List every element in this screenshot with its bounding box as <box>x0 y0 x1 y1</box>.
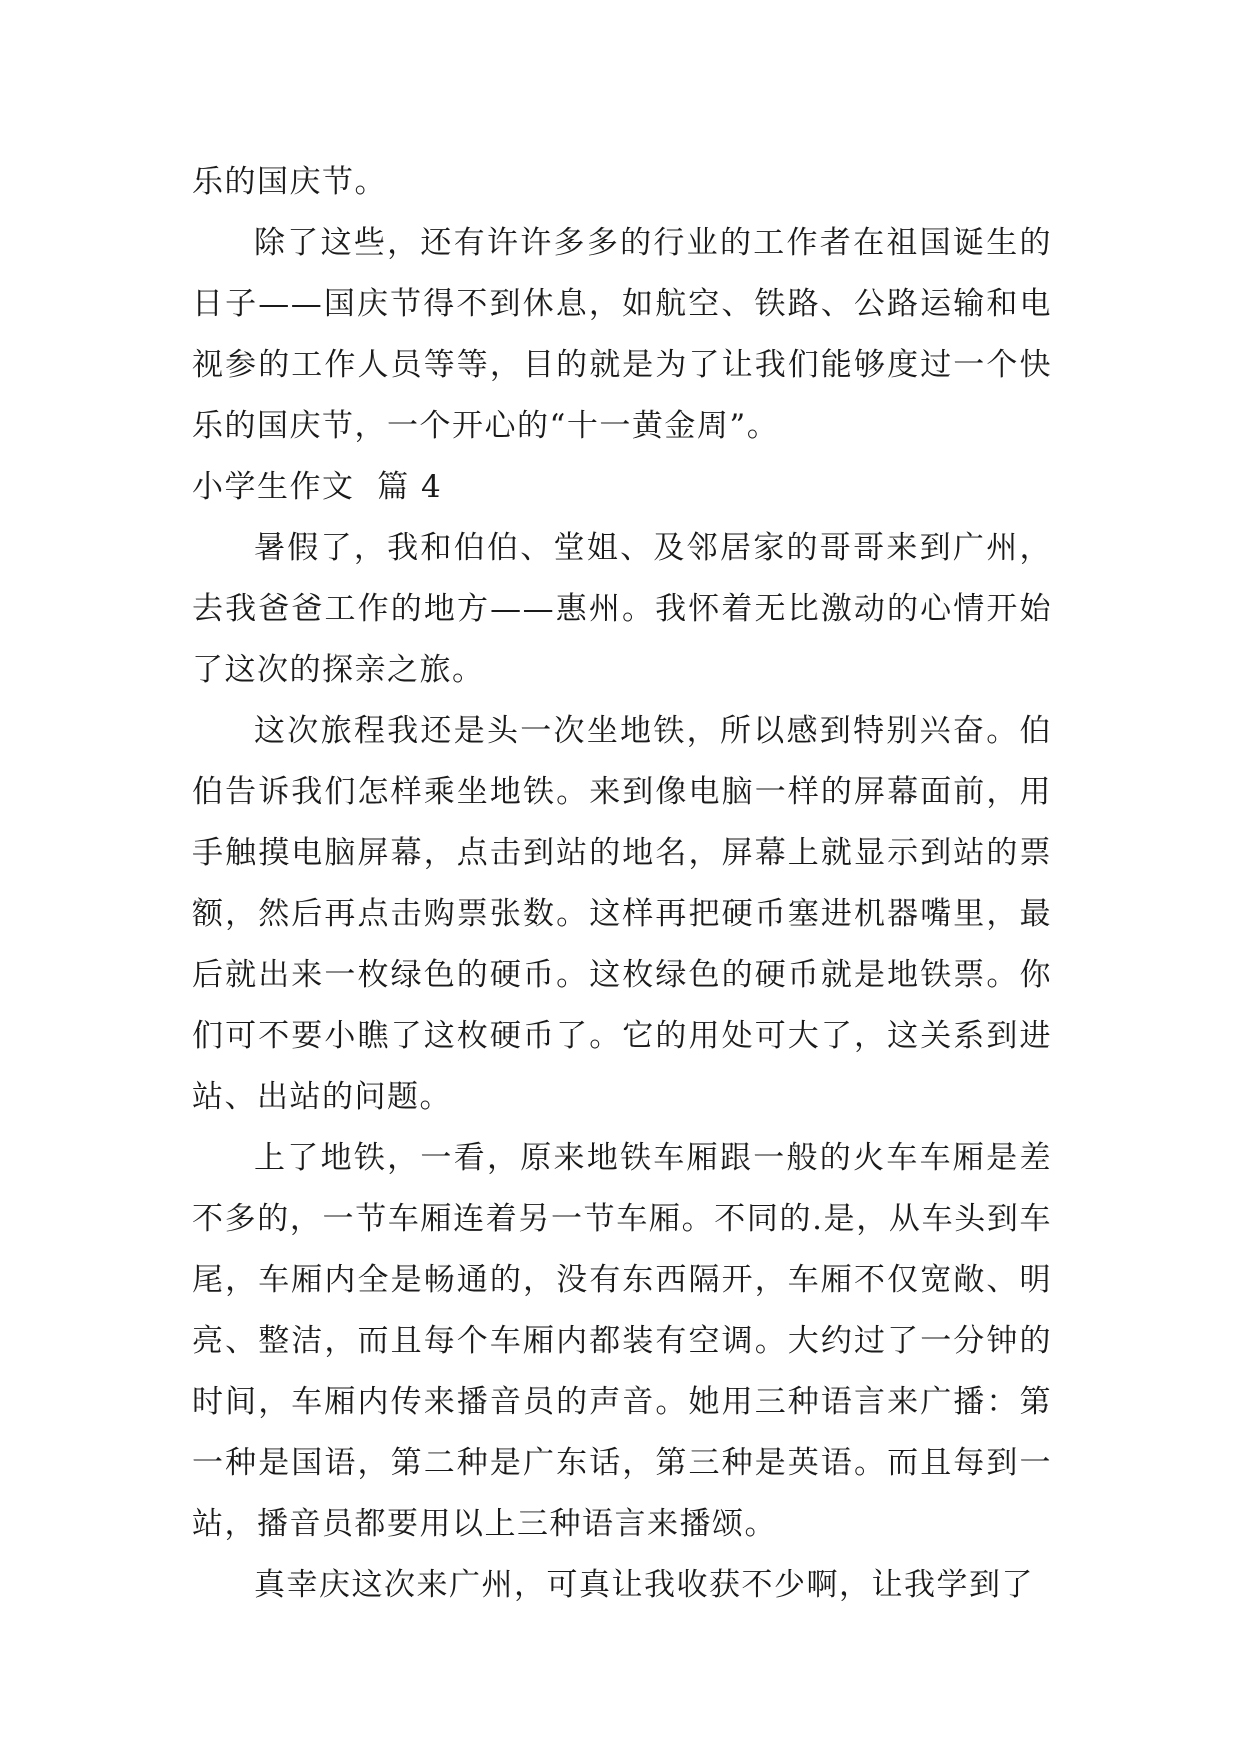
paragraph-continued: 乐的国庆节。 <box>192 164 387 200</box>
paragraph: 除了这些，还有许许多多的行业的工作者在祖国诞生的日子——国庆节得不到休息，如航空、铁路、公路运输和电视参的工作人员等等，目的就是为了让我们能够度过一个快乐的国庆节，一个开心的“十一黄金周”。 <box>192 225 1052 444</box>
document-body <box>192 152 1052 1616</box>
section-heading: 小学生作文 篇 4 <box>192 469 443 505</box>
paragraph: 这次旅程我还是头一次坐地铁，所以感到特别兴奋。伯伯告诉我们怎样乘坐地铁。来到像电脑一样的屏幕面前，用手触摸电脑屏幕，点击到站的地名，屏幕上就显示到站的票额，然后再点击购票张数。这样再把硬币塞进机器嘴里，最后就出来一枚绿色的硬币。这枚绿色的硬币就是地铁票。你们可不要小瞧了这枚硬币了。它的用处可大了，这关系到进站、出站的问题。 <box>192 713 1052 1115</box>
paragraph: 上了地铁，一看，原来地铁车厢跟一般的火车车厢是差不多的，一节车厢连着另一节车厢。不同的.是，从车头到车尾，车厢内全是畅通的，没有东西隔开，车厢不仅宽敞、明亮、整洁，而且每个车厢内都装有空调。大约过了一分钟的时间，车厢内传来播音员的声音。她用三种语言来广播：第一种是国语，第二种是广东话，第三种是英语。而且每到一站，播音员都要用以上三种语言来播颂。 <box>192 1140 1052 1542</box>
paragraph: 真幸庆这次来广州，可真让我收获不少啊，让我学到了 <box>254 1567 1034 1603</box>
paragraph: 暑假了，我和伯伯、堂姐、及邻居家的哥哥来到广州，去我爸爸工作的地方——惠州。我怀着无比激动的心情开始了这次的探亲之旅。 <box>192 530 1052 688</box>
